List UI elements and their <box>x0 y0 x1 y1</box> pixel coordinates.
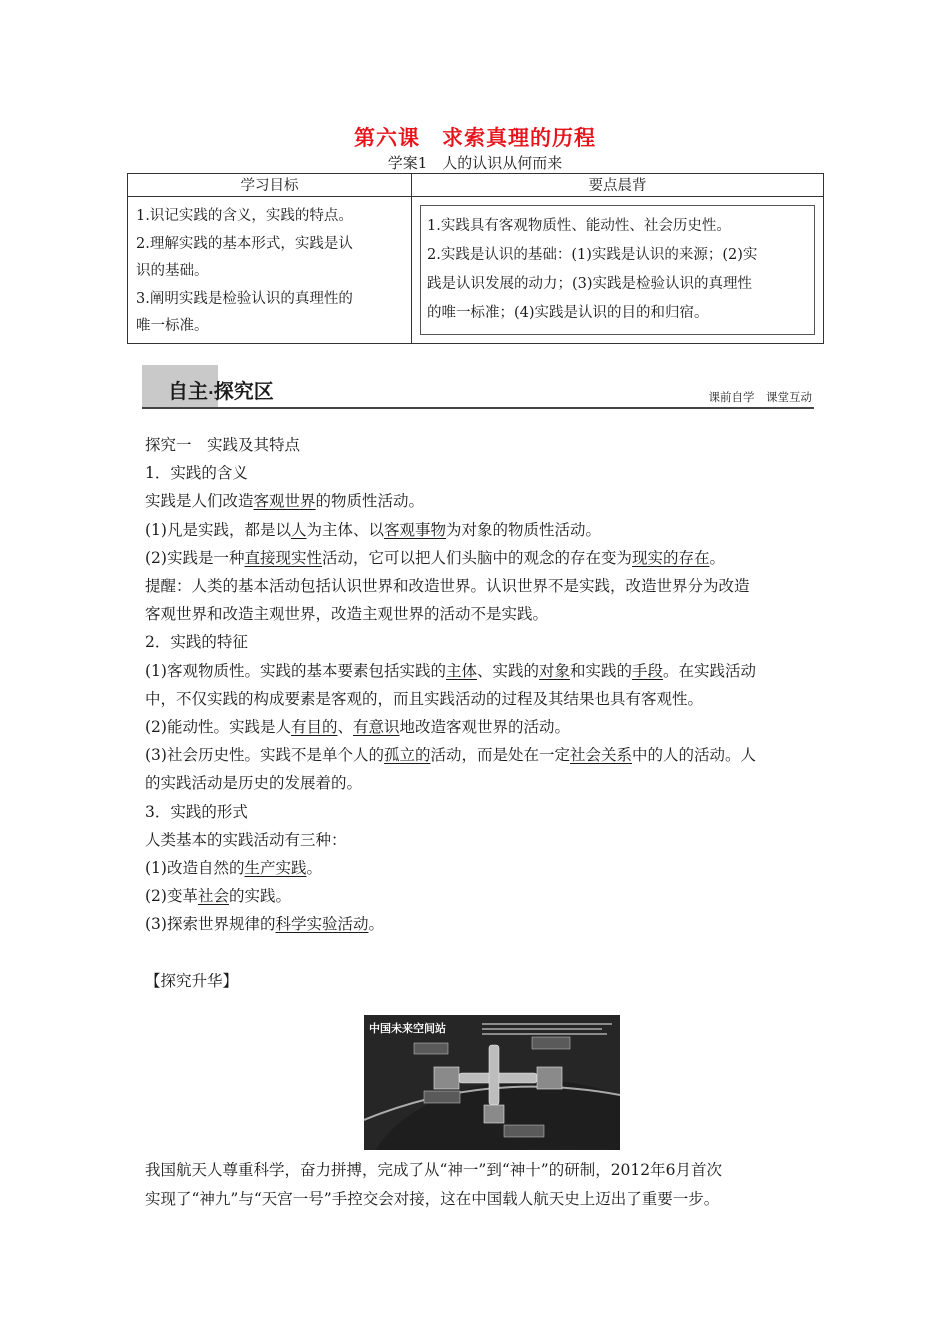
key-points-cell <box>412 197 824 344</box>
answer-blank: 科学实验活动 <box>275 915 369 934</box>
subsection-title: 2．实践的特征 <box>145 633 248 652</box>
sublimation-label: 【探究升华】 <box>145 971 239 990</box>
answer-blank: 社会 <box>197 887 229 906</box>
explore-heading: 探究一 实践及其特点 <box>145 436 301 454</box>
text: (1)客观物质性。实践的基本要素包括实践的 <box>145 661 446 680</box>
main-content <box>145 431 815 995</box>
paragraph: 人类基本的实践活动有三种： <box>145 830 347 849</box>
paragraph-continued: 中，不仅实践的构成要素是客观的，而且实践活动的过程及其结果也具有客观性。 <box>145 689 704 708</box>
goals-table <box>127 173 824 344</box>
paragraph <box>145 713 815 741</box>
tip-line: 客观世界和改造主观世界，改造主观世界的活动不是实践。 <box>145 605 549 624</box>
goals-header: 学习目标 <box>128 174 412 197</box>
answer-blank: 社会关系 <box>570 746 633 765</box>
bottom-paragraph <box>145 1156 815 1213</box>
text: 、实践的 <box>476 661 539 680</box>
paragraph <box>145 544 815 572</box>
answer-blank: 主体 <box>445 661 477 680</box>
text: 的实践。 <box>228 887 291 906</box>
goal-line: 唯一标准。 <box>136 318 209 334</box>
list-item <box>145 910 815 938</box>
text: 、 <box>337 718 353 737</box>
paragraph <box>145 487 815 515</box>
text: 。在实践活动 <box>663 661 757 680</box>
paragraph <box>145 657 815 685</box>
section-title <box>168 375 274 404</box>
answer-blank: 直接现实性 <box>244 548 322 567</box>
lesson-title: 第六课 求索真理的历程 <box>354 126 596 150</box>
text: 中的人的活动。人 <box>632 746 757 765</box>
text: (2)变革 <box>145 887 198 906</box>
section-tags: 课前自学 课堂互动 <box>708 390 812 404</box>
answer-blank: 现实的存在 <box>632 548 710 567</box>
subsection-title: 1．实践的含义 <box>145 464 248 483</box>
bottom-line: 我国航天人尊重科学，奋力拼搏，完成了从“神一”到“神十”的研制，2012年6月首次 <box>145 1161 723 1179</box>
key-point-line: 践是认识发展的动力；(3)实践是检验认识的真理性 <box>427 276 753 292</box>
answer-blank: 孤立的 <box>383 746 431 765</box>
key-point-line: 的唯一标准；(4)实践是认识的目的和归宿。 <box>427 305 709 321</box>
section-title-sub: 探究区 <box>213 379 274 403</box>
goal-line: 识的基础。 <box>136 263 209 279</box>
space-station-image <box>364 1015 620 1150</box>
key-point-line: 2.实践是认识的基础：(1)实践是认识的来源；(2)实 <box>427 247 758 263</box>
goal-line: 3.阐明实践是检验认识的真理性的 <box>136 290 353 307</box>
text: 活动，它可以把人们头脑中的观念的存在变为 <box>321 548 632 567</box>
image-caption: 中国未来空间站 <box>369 1022 446 1035</box>
list-item <box>145 882 815 910</box>
section-title-main: 自主 <box>168 379 208 403</box>
paragraph-continued: 的实践活动是历史的发展着的。 <box>145 774 363 793</box>
answer-blank: 对象 <box>539 661 571 680</box>
goal-line: 1.识记实践的含义，实践的特点。 <box>136 208 353 224</box>
key-points-box <box>420 205 815 335</box>
answer-blank: 客观事物 <box>384 520 447 539</box>
text: 的物质性活动。 <box>315 492 425 511</box>
text: (2)能动性。实践是人 <box>145 718 291 737</box>
text: 。 <box>306 859 322 878</box>
lesson-subtitle: 学案1 人的认识从何而来 <box>387 154 563 172</box>
list-item <box>145 854 815 882</box>
paragraph <box>145 516 815 544</box>
section-divider <box>142 407 814 409</box>
text: 和实践的 <box>570 661 633 680</box>
key-points-header: 要点晨背 <box>412 174 824 197</box>
text: (3)探索世界规律的 <box>145 915 276 934</box>
text: (1)凡是实践，都是以 <box>145 520 291 539</box>
text: 。 <box>368 915 384 934</box>
answer-blank: 手段 <box>632 661 664 680</box>
subsection-title: 3．实践的形式 <box>145 802 248 821</box>
tip-line: 提醒：人类的基本活动包括认识世界和改造世界。认识世界不是实践，改造世界分为改造 <box>145 577 750 596</box>
key-point-line: 1.实践具有客观物质性、能动性、社会历史性。 <box>427 218 731 234</box>
goal-line: 2.理解实践的基本形式，实践是认 <box>136 235 353 252</box>
bottom-line: 实现了“神九”与“天宫一号”手控交会对接，这在中国载人航天史上迈出了重要一步。 <box>145 1189 720 1208</box>
goals-cell <box>128 197 412 344</box>
text: (3)社会历史性。实践不是单个人的 <box>145 746 384 765</box>
text: 地改造客观世界的活动。 <box>399 718 571 737</box>
answer-blank: 有意识 <box>353 718 400 737</box>
answer-blank: 人 <box>290 520 307 539</box>
section-header <box>142 365 814 409</box>
text: 活动，而是处在一定 <box>430 746 570 765</box>
text: 。 <box>709 548 726 567</box>
section-title-dot: · <box>208 384 214 402</box>
text: 为主体、以 <box>306 520 384 539</box>
answer-blank: 生产实践 <box>244 859 307 878</box>
answer-blank: 有目的 <box>290 718 338 737</box>
answer-blank: 客观世界 <box>253 492 316 511</box>
text: 实践是人们改造 <box>145 492 254 511</box>
paragraph <box>145 741 815 769</box>
text: (2)实践是一种 <box>145 548 245 567</box>
text: 为对象的物质性活动。 <box>446 520 602 539</box>
text: (1)改造自然的 <box>145 859 245 878</box>
